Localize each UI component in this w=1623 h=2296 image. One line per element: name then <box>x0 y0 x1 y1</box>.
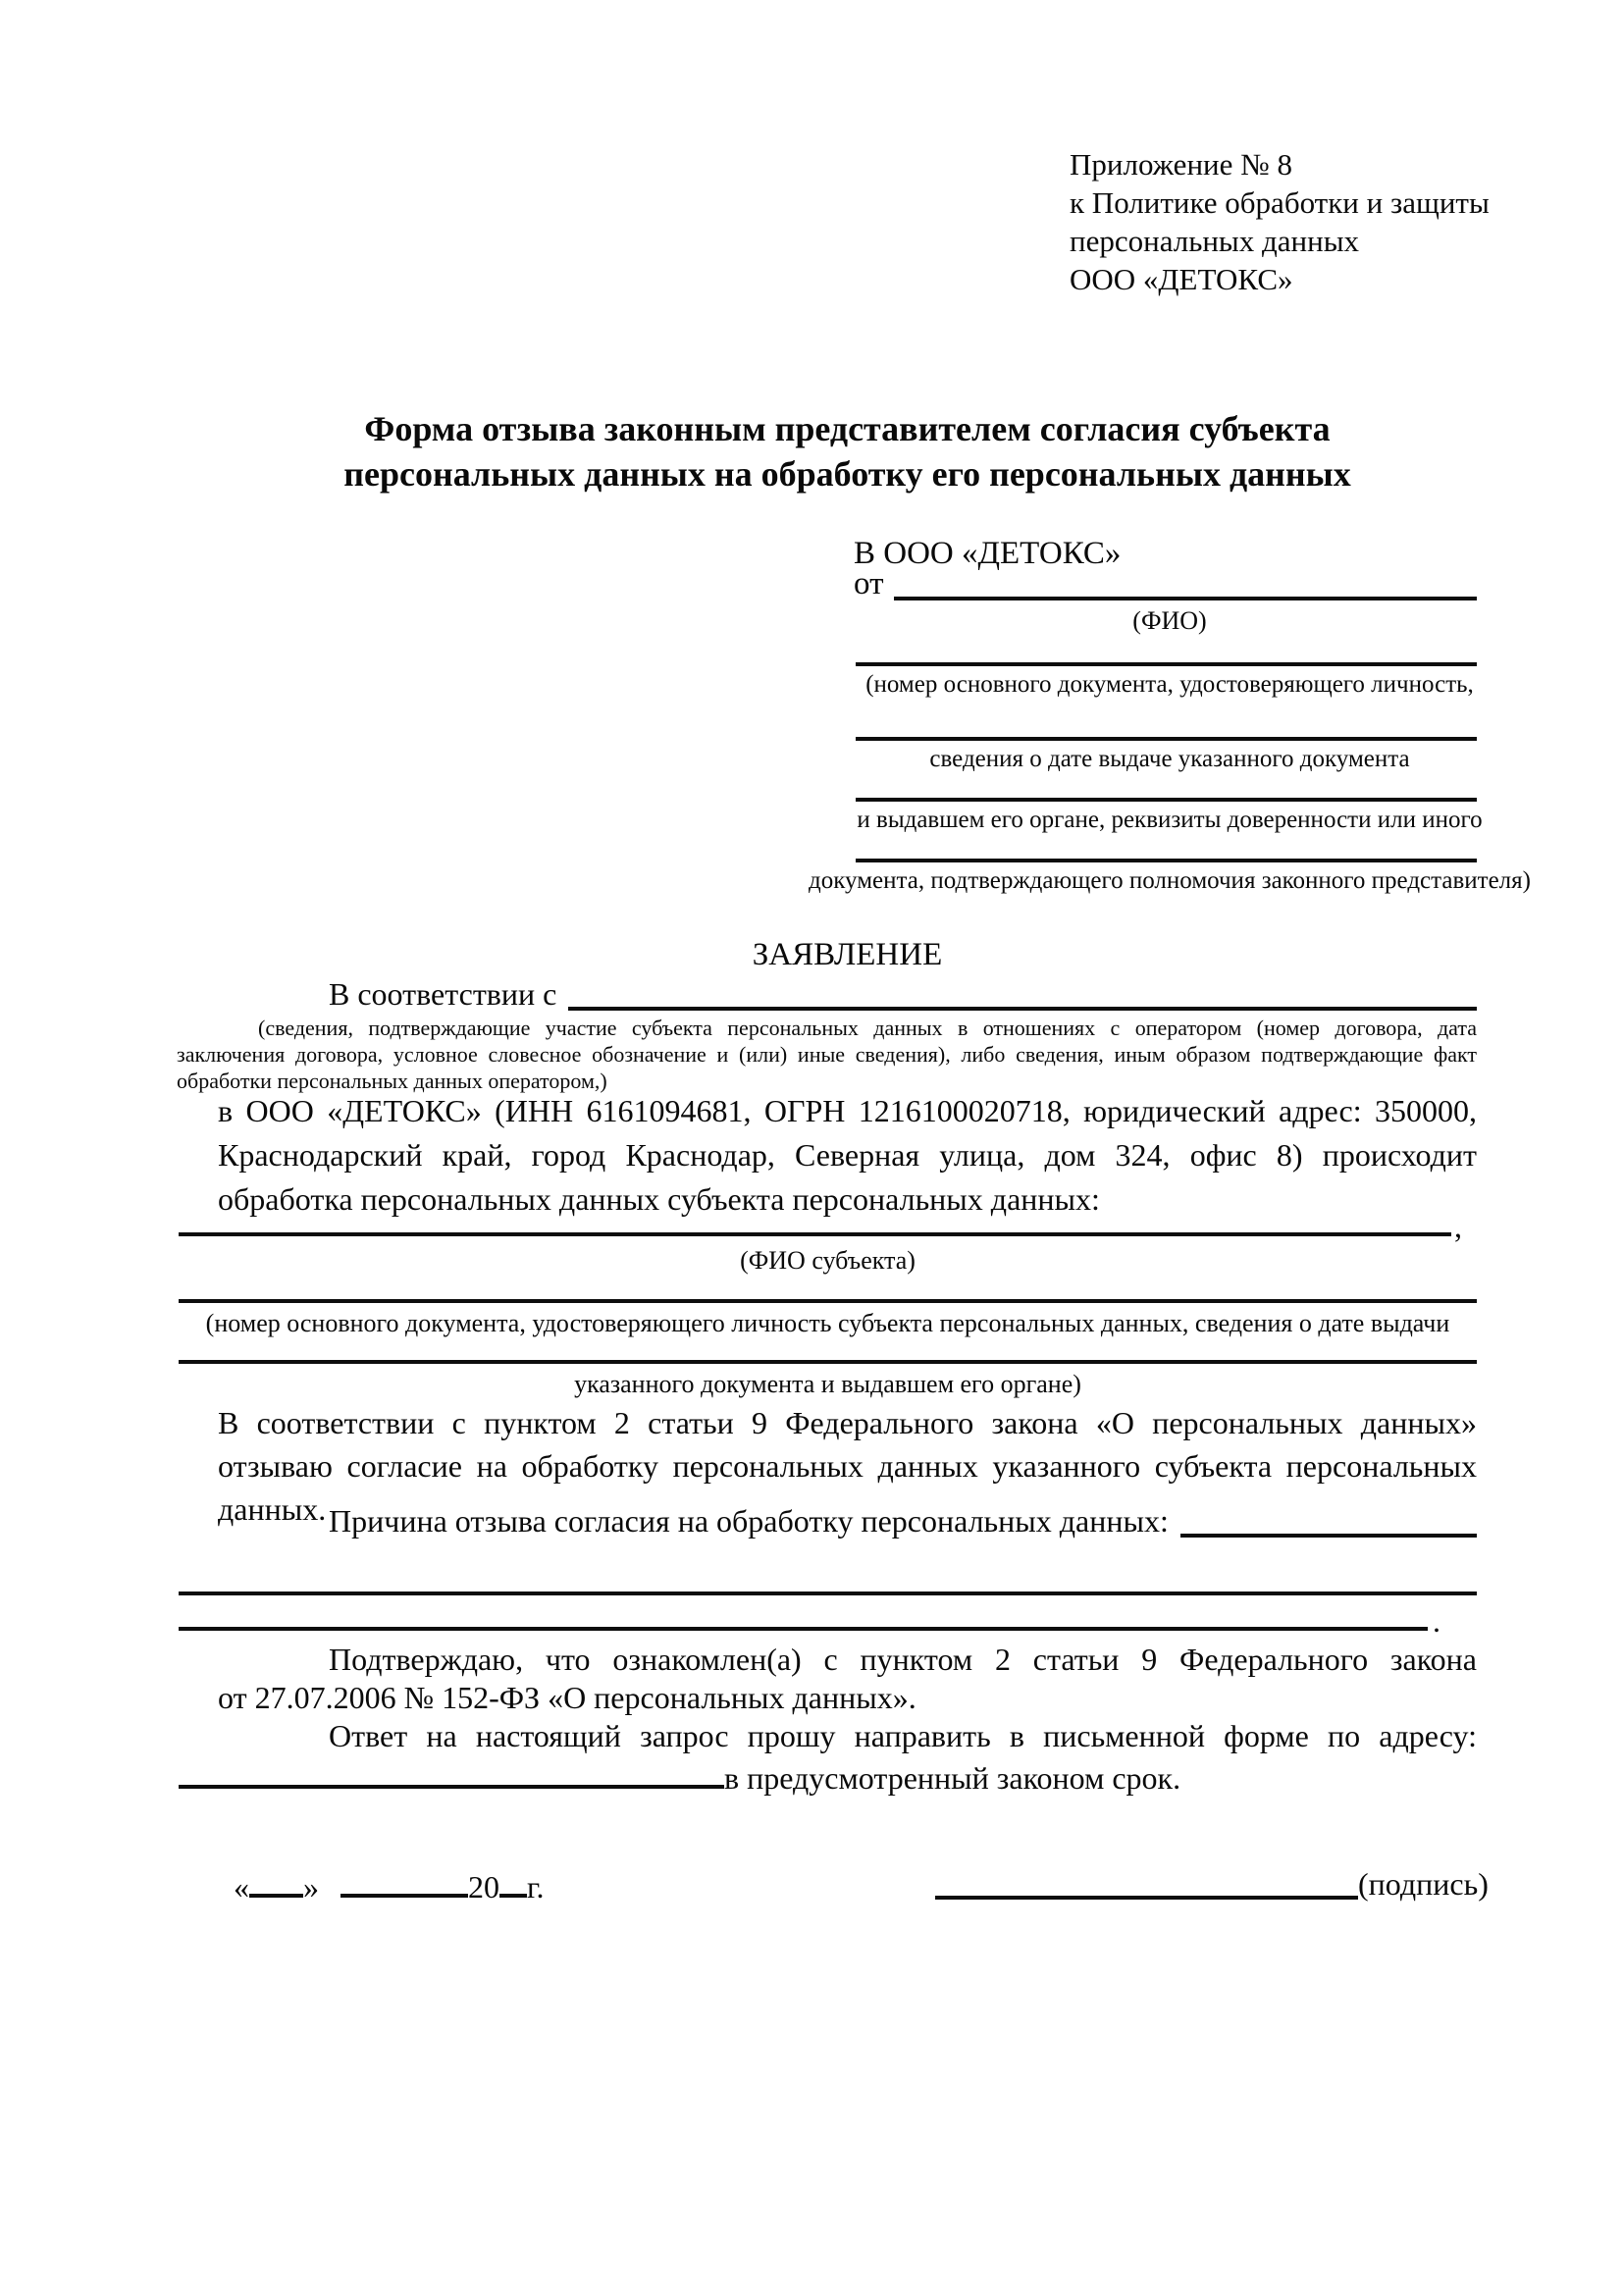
blank-line-representative-fio <box>894 566 1478 600</box>
appendix-block <box>1070 145 1490 298</box>
paragraph-line: в ООО «ДЕТОКС» (ИНН 6161094681, ОГРН 1216100020718, юридический адрес: 350000, <box>218 1093 1477 1128</box>
caption-subject-fio: (ФИО субъекта) <box>740 1246 916 1275</box>
response-line-1: Ответ на настоящий запрос прошу направить в письменной форме по адресу: <box>329 1718 1477 1753</box>
from-label: от <box>854 566 884 601</box>
caption-subject-doc-2: указанного документа и выдавшем его органе) <box>574 1370 1081 1398</box>
org-name: В ООО «ДЕТОКС» <box>854 536 1122 571</box>
date-field <box>234 1864 545 1905</box>
paragraph-line: Краснодарский край, город Краснодар, Северная улица, дом 324, офис 8) происходит <box>218 1137 1477 1173</box>
blank-line-doc-4 <box>856 859 1477 862</box>
caption-doc-3: и выдавшем его органе, реквизиты доверенности или иного <box>857 807 1483 833</box>
blank-line-doc-3 <box>856 798 1477 802</box>
blank-line-subject-fio <box>179 1232 1451 1236</box>
blank-year <box>499 1864 527 1898</box>
fine-print <box>177 1015 1477 1094</box>
appendix-line: к Политике обработки и защиты <box>1070 185 1490 220</box>
blank-line-basis <box>568 976 1477 1011</box>
blank-day <box>249 1864 303 1898</box>
document-title <box>218 406 1477 496</box>
basis-label: В соответствии с <box>329 976 557 1012</box>
signature-caption: (подпись) <box>1358 1866 1489 1902</box>
fine-print-line: (сведения, подтверждающие участие субъекта персональных данных в отношениях с оператором (номер договора, дата <box>258 1016 1477 1040</box>
date-quote-close: » <box>303 1869 319 1905</box>
response-address-row <box>179 1755 1180 1797</box>
paragraph-line: данных. <box>218 1491 327 1527</box>
reason-label: Причина отзыва согласия на обработку персональных данных: <box>329 1503 1169 1539</box>
operator-paragraph <box>218 1089 1477 1222</box>
caption-doc-1: (номер основного документа, удостоверяющего личность, <box>865 671 1474 698</box>
blank-line-address <box>179 1755 724 1789</box>
caption-subject-doc-1: (номер основного документа, удостоверяющего личность субъекта персональных данных, сведения о дате выдачи <box>205 1309 1450 1337</box>
response-line-2: в предусмотренный законом срок. <box>724 1760 1181 1796</box>
blank-month <box>340 1864 468 1898</box>
year-suffix: г. <box>527 1869 545 1905</box>
signature-line <box>935 1896 1358 1900</box>
caption-doc-2: сведения о дате выдаче указанного документа <box>929 746 1410 772</box>
caption-fio: (ФИО) <box>1132 606 1207 635</box>
statement-heading: ЗАЯВЛЕНИЕ <box>752 937 943 972</box>
blank-line-reason-3 <box>179 1627 1428 1631</box>
title-line: Форма отзыва законным представителем согласия субъекта <box>364 409 1331 448</box>
fine-print-line: обработки персональных данных оператором,) <box>177 1069 607 1093</box>
blank-line-subject-doc-2 <box>179 1360 1477 1364</box>
year-prefix: 20 <box>468 1869 499 1905</box>
confirm-line-2: от 27.07.2006 № 152-ФЗ «О персональных данных». <box>218 1680 916 1715</box>
blank-line-subject-doc-1 <box>179 1299 1477 1303</box>
confirm-block <box>218 1641 1477 1755</box>
basis-row <box>329 976 1477 1013</box>
date-quote-open: « <box>234 1869 249 1905</box>
blank-line-doc-1 <box>856 662 1477 666</box>
fine-print-line: заключения договора, условное словесное обозначение и (или) иные сведения), либо сведения, иным образом подтверждающие факт <box>177 1042 1477 1067</box>
reason-row <box>329 1503 1477 1539</box>
appendix-line: Приложение № 8 <box>1070 147 1292 182</box>
comma-mark: , <box>1454 1209 1462 1244</box>
caption-doc-4: документа, подтверждающего полномочия законного представителя) <box>809 867 1531 894</box>
period-mark: . <box>1433 1603 1440 1639</box>
blank-line-reason-2 <box>179 1592 1477 1595</box>
paragraph-line: В соответствии с пунктом 2 статьи 9 Федерального закона «О персональных данных» <box>218 1405 1477 1440</box>
paragraph-line: обработка персональных данных субъекта персональных данных: <box>218 1181 1100 1217</box>
appendix-line: ООО «ДЕТОКС» <box>1070 262 1293 296</box>
paragraph-line: отзываю согласие на обработку персональных данных указанного субъекта персональных <box>218 1448 1477 1484</box>
from-row <box>854 566 1477 602</box>
blank-line-doc-2 <box>856 737 1477 741</box>
confirm-line-1: Подтверждаю, что ознакомлен(а) с пунктом 2 статьи 9 Федерального закона <box>329 1642 1477 1677</box>
blank-line-reason-1 <box>1180 1503 1477 1538</box>
appendix-line: персональных данных <box>1070 224 1360 258</box>
title-line: персональных данных на обработку его персональных данных <box>343 454 1351 494</box>
